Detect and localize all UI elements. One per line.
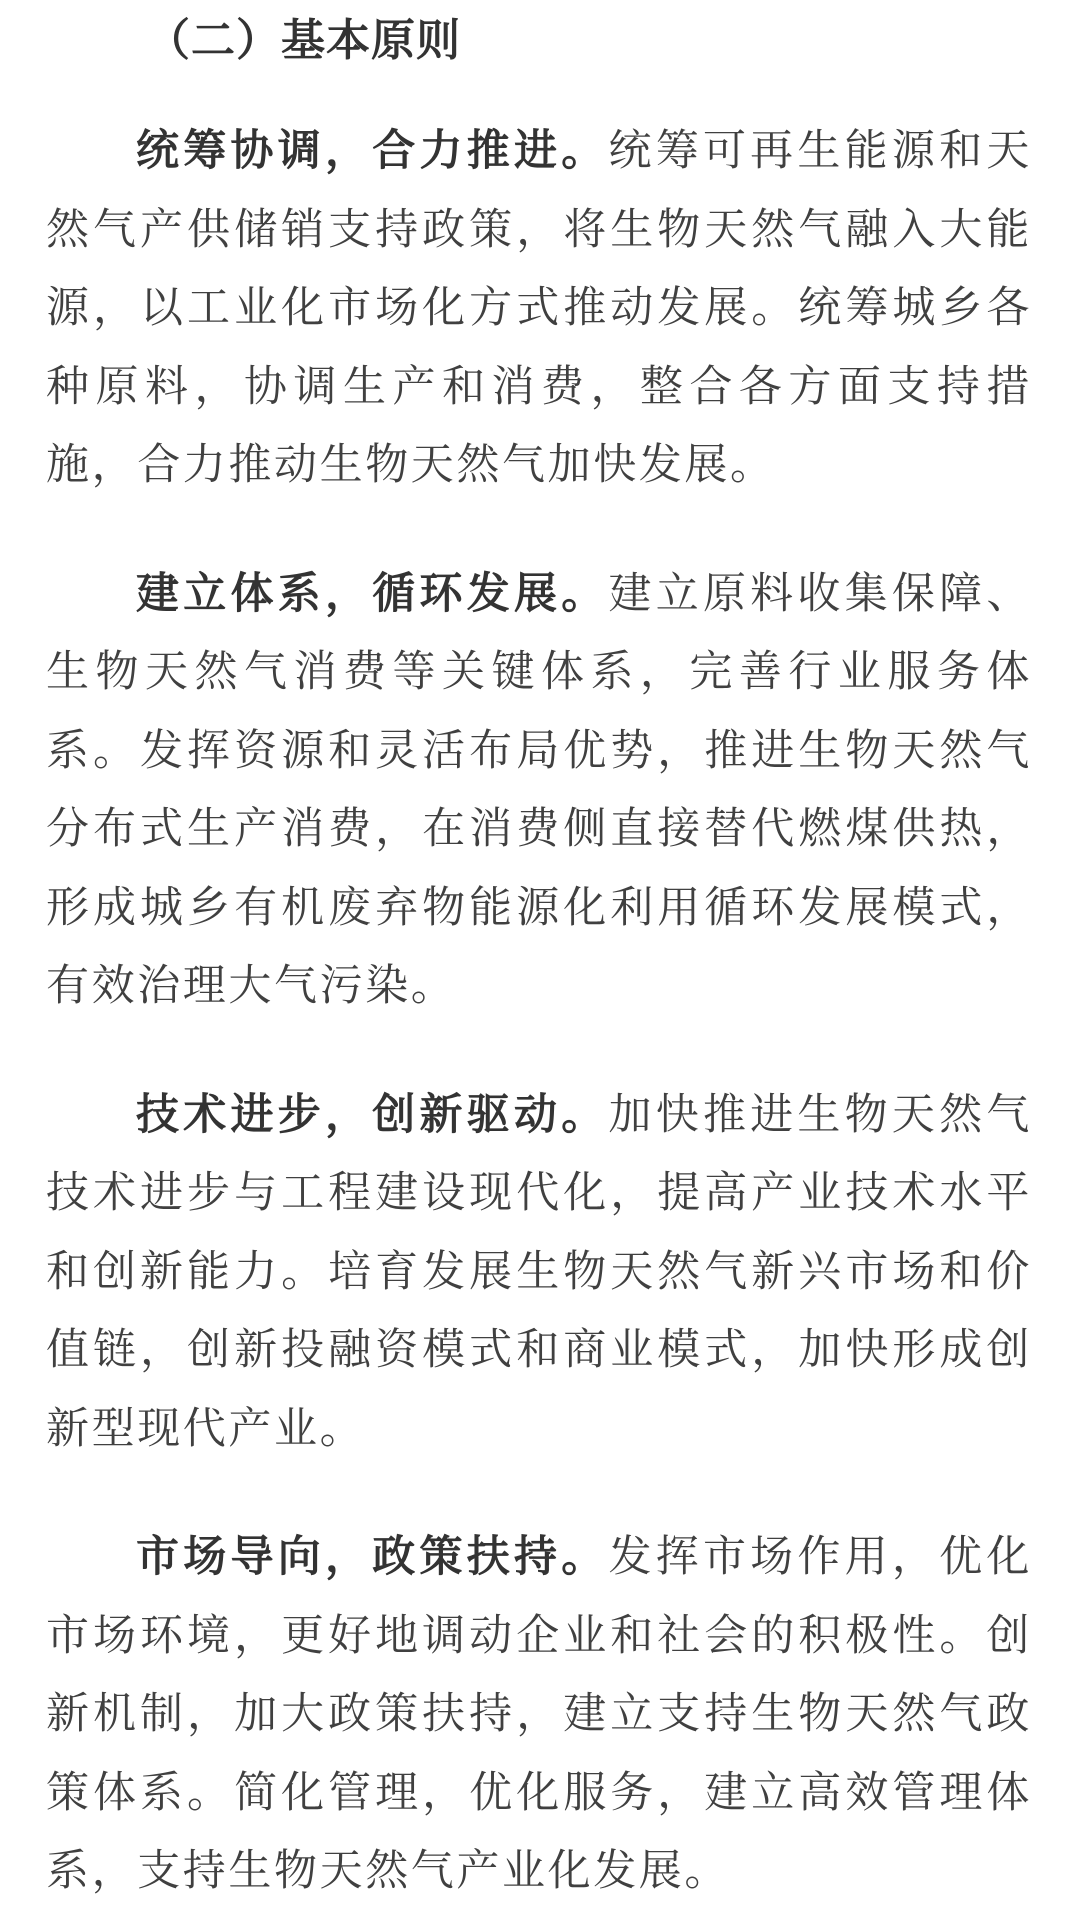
paragraph-body: 统筹可再生能源和天然气产供储销支持政策，将生物天然气融入大能源，以工业化市场化方式推动发展。统筹城乡各种原料，协调生产和消费，整合各方面支持措施，合力推动生物天然气加快发展。: [46, 126, 1033, 490]
paragraph-lead: 技术进步，创新驱动。: [136, 1089, 609, 1140]
paragraph-principle-1: [46, 112, 1032, 505]
paragraph-body: 发挥市场作用，优化市场环境，更好地调动企业和社会的积极性。创新机制，加大政策扶持，建立支持生物天然气政策体系。简化管理，优化服务，建立高效管理体系，支持生物天然气产业化发展。: [46, 1532, 1033, 1896]
paragraph-principle-4: [46, 1518, 1032, 1911]
paragraph-principle-2: [46, 555, 1032, 1026]
paragraph-lead: 建立体系，循环发展。: [136, 568, 609, 619]
paragraph-lead: 统筹协调，合力推进。: [136, 126, 609, 176]
section-title: （二）基本原则: [146, 15, 461, 66]
paragraph-body: 建立原料收集保障、生物天然气消费等关键体系，完善行业服务体系。发挥资源和灵活布局优势，推进生物天然气分布式生产消费，在消费侧直接替代燃煤供热，形成城乡有机废弃物能源化利用循环发展模式，有效治理大气污染。: [46, 568, 1033, 1011]
paragraph-lead: 市场导向，政策扶持。: [136, 1532, 609, 1582]
paragraph-body: 加快推进生物天然气技术进步与工程建设现代化，提高产业技术水平和创新能力。培育发展生物天然气新兴市场和价值链，创新投融资模式和商业模式，加快形成创新型现代产业。: [46, 1089, 1033, 1454]
paragraph-principle-3: [46, 1076, 1032, 1469]
